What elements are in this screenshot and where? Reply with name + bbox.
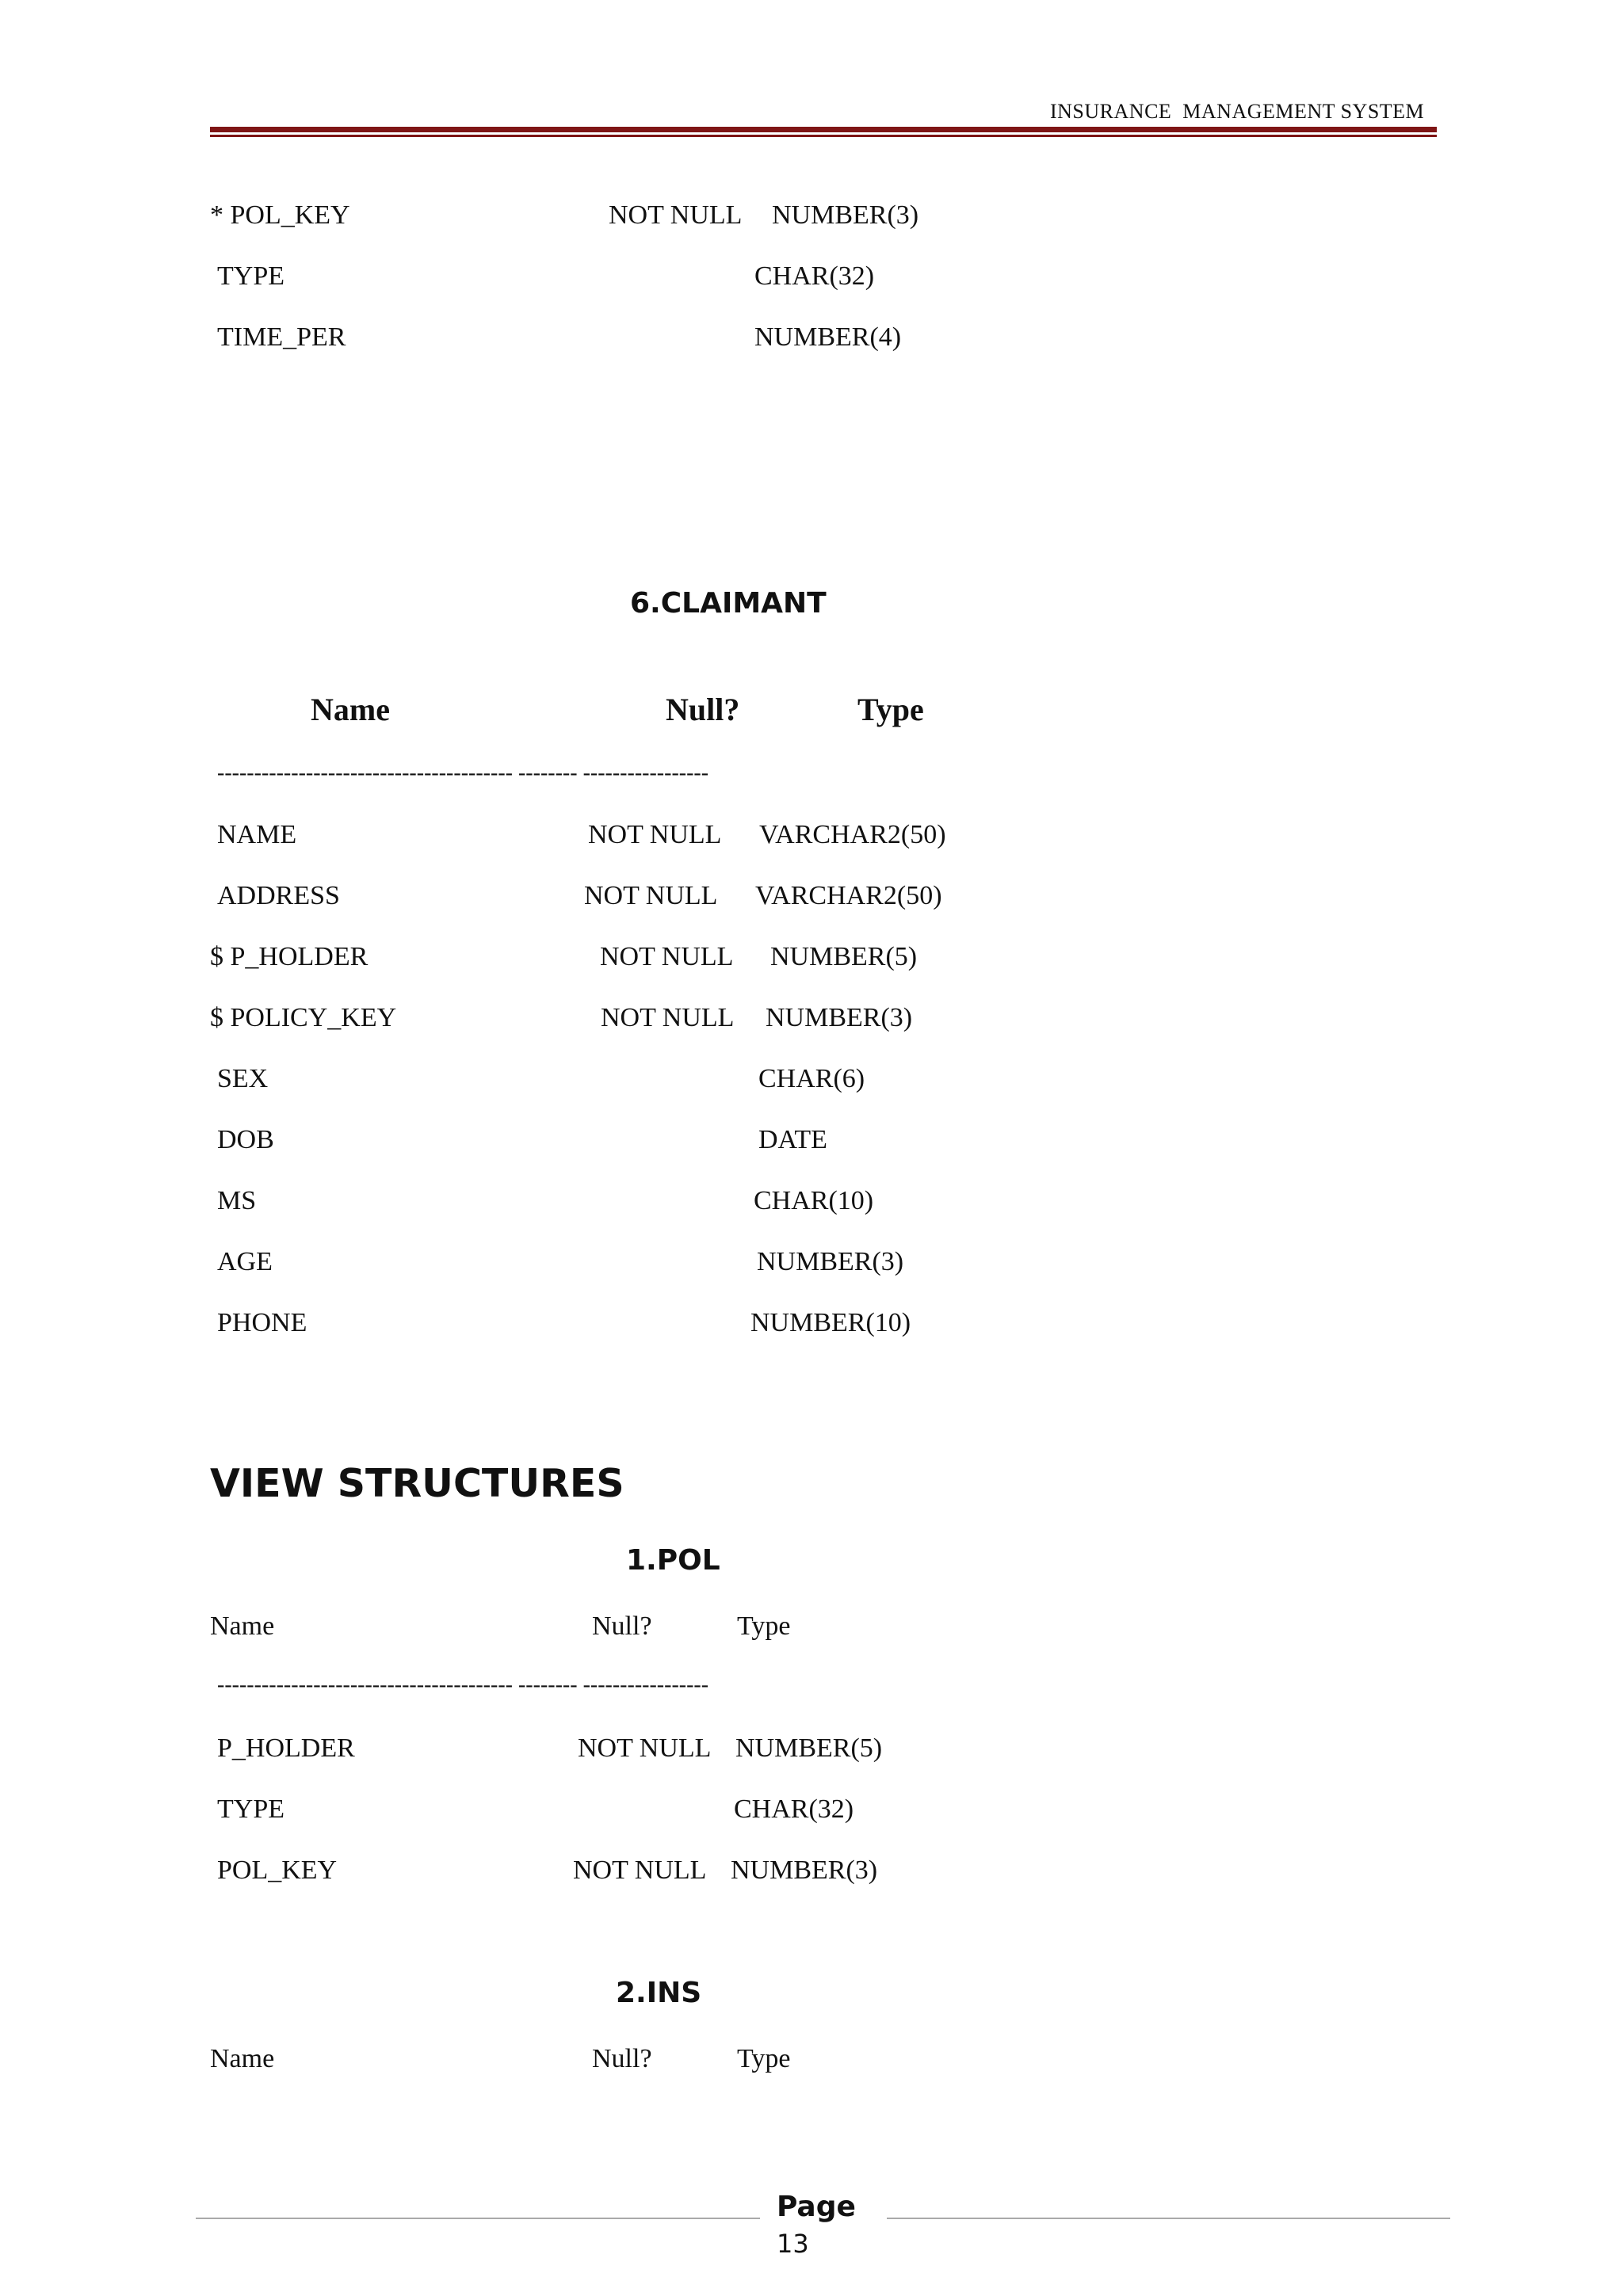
column-type: NUMBER(3) (757, 1247, 904, 1276)
claimant-heading: 6.CLAIMANT (630, 587, 827, 620)
header-null: Null? (592, 1611, 652, 1641)
view-structures-heading: VIEW STRUCTURES (210, 1461, 624, 1506)
column-name: NAME (217, 820, 297, 849)
column-null: NOT NULL (578, 1733, 712, 1763)
header-type: Type (737, 1611, 791, 1641)
column-type: CHAR(32) (734, 1794, 854, 1824)
column-type: NUMBER(3) (772, 200, 919, 230)
column-name: ADDRESS (217, 881, 340, 910)
column-type: CHAR(10) (754, 1186, 874, 1215)
header-null: Null? (592, 2044, 652, 2073)
header-name: Name (210, 1611, 275, 1641)
column-name: PHONE (217, 1308, 307, 1337)
header-rule-thin (210, 135, 1437, 137)
column-null: NOT NULL (600, 942, 734, 971)
page-number: 13 (777, 2229, 809, 2259)
column-type: NUMBER(3) (731, 1855, 878, 1885)
column-type: NUMBER(5) (770, 942, 918, 971)
column-name: $ POLICY_KEY (210, 1003, 397, 1032)
footer-rule-right (887, 2218, 1450, 2219)
column-type: VARCHAR2(50) (759, 820, 946, 849)
column-type: NUMBER(10) (750, 1308, 911, 1337)
column-type: CHAR(32) (754, 261, 875, 291)
column-name: TIME_PER (217, 322, 346, 352)
column-name: POL_KEY (217, 1855, 338, 1885)
header-type: Type (857, 692, 924, 727)
column-null: NOT NULL (601, 1003, 735, 1032)
ins-heading: 2.INS (616, 1977, 702, 2009)
header-name: Name (210, 2044, 275, 2073)
dashed-rule: ---------------------------------------- -------- ----------------- (217, 1672, 709, 1697)
column-type: NUMBER(3) (766, 1003, 913, 1032)
column-type: DATE (758, 1125, 827, 1154)
header-null: Null? (666, 692, 740, 727)
header-type: Type (737, 2044, 791, 2073)
column-name: TYPE (217, 1794, 285, 1824)
column-type: NUMBER(5) (735, 1733, 883, 1763)
column-type: NUMBER(4) (754, 322, 902, 352)
column-null: NOT NULL (609, 200, 743, 230)
header-name: Name (311, 692, 390, 727)
column-name: * POL_KEY (210, 200, 350, 230)
running-header-title: INSURANCE MANAGEMENT SYSTEM (1050, 100, 1425, 123)
column-type: CHAR(6) (758, 1064, 865, 1093)
column-null: NOT NULL (584, 881, 718, 910)
column-null: NOT NULL (573, 1855, 707, 1885)
footer-rule-left (196, 2218, 760, 2219)
column-name: AGE (217, 1247, 273, 1276)
column-type: VARCHAR2(50) (755, 881, 942, 910)
column-name: TYPE (217, 261, 285, 291)
page-label: Page (777, 2191, 856, 2223)
column-name: DOB (217, 1125, 274, 1154)
dashed-rule: ---------------------------------------- -------- ----------------- (217, 761, 709, 785)
column-name: $ P_HOLDER (210, 942, 369, 971)
column-name: SEX (217, 1064, 269, 1093)
column-null: NOT NULL (588, 820, 722, 849)
column-name: MS (217, 1186, 257, 1215)
header-rule-thick (210, 127, 1437, 132)
pol-heading: 1.POL (626, 1544, 720, 1577)
column-name: P_HOLDER (217, 1733, 355, 1763)
